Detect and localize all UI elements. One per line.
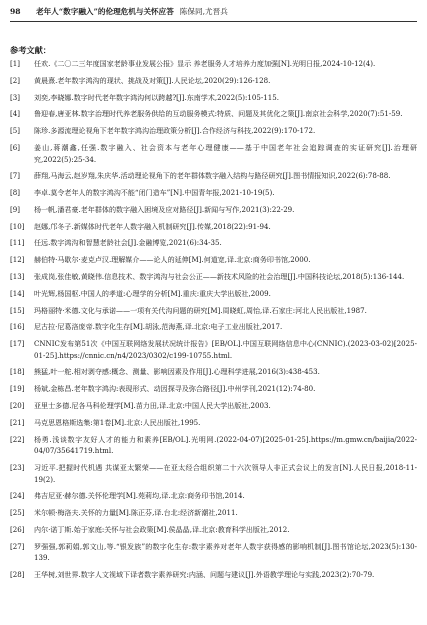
- reference-text: 马克思恩格斯选集:第1卷[M].北京:人民出版社,1995.: [34, 417, 201, 427]
- reference-item: [10, 75, 417, 87]
- reference-text: 叶光辉,杨国枢.中国人的孝道:心理学的分析[M].重庆:重庆大学出版社,2009.: [34, 288, 271, 298]
- reference-text: 薛翔,马海云,赵岁翔,朱庆华.活动理论视角下的老年群体数字融入结构与路径研究[J].图书情报知识,2022(6):78-88.: [34, 171, 391, 181]
- reference-number: [7]: [10, 171, 20, 181]
- reference-text: 赵娜,邝冬子.新媒体时代老年人数字融入机制研究[J].传媒,2018(22):91-94.: [34, 221, 271, 231]
- references-heading: 参考文献：: [10, 45, 51, 55]
- reference-number: [18]: [10, 367, 25, 377]
- reference-number: [24]: [10, 491, 25, 501]
- reference-number: [25]: [10, 508, 25, 518]
- reference-item: [10, 254, 417, 266]
- reference-number: [15]: [10, 305, 25, 315]
- reference-text: 杨斌,金栋昌.老年数字鸿沟:表现形式、动因探寻及弥合路径[J].中州学刊,2021(12):74-80.: [34, 384, 316, 394]
- reference-number: [14]: [10, 288, 25, 298]
- reference-item: [10, 462, 417, 485]
- reference-item: [10, 400, 417, 412]
- reference-number: [10]: [10, 221, 25, 231]
- reference-text: 李卓.莫令老年人的数字鸿沟不能“闭门造车”[N].中国青年报,2021-10-19(5).: [34, 188, 275, 198]
- reference-number: [8]: [10, 188, 20, 198]
- reference-item: [10, 142, 417, 165]
- reference-text: 姜山,蒋潮鑫,任强.数字融入、社会资本与老年心理健康——基于中国老年社会追踪调查的实证研究[J].治理研究,2022(5):25-34.: [34, 142, 417, 164]
- reference-text: 熊猛,叶一舵.相对剥夺感:概念、测量、影响因素及作用[J].心理科学进展,2016(3):438-453.: [34, 367, 320, 377]
- reference-text: 赫伯特·马歇尔·麦克卢汉.理解媒介——论人的延伸[M].何道宽,译.北京:商务印书馆,2000.: [34, 255, 311, 265]
- reference-text: 杨勇.浅谈数字友好人才的能力和素养[EB/OL].光明网.(2022-04-07)[2025-01-25].https://m.gmw.cn/baijia/2022-04/07/35641719.html.: [34, 434, 417, 456]
- reference-number: [21]: [10, 417, 25, 427]
- reference-item: [10, 170, 417, 182]
- reference-number: [28]: [10, 570, 25, 580]
- reference-text: 弗吉尼亚·赫尔德.关怀伦理学[M].苑莉均,译.北京:商务印书馆,2014.: [34, 491, 245, 501]
- reference-text: 黄晨熹.老年数字鸿沟的现状、挑战及对策[J].人民论坛,2020(29):126-128.: [34, 75, 271, 85]
- reference-item: [10, 490, 417, 502]
- reference-text: 亚里士多德.尼各马科伦理学[M].苗力田,译.北京:中国人民大学出版社,2003.: [34, 401, 271, 411]
- reference-text: 杨一帆,潘君豪.老年群体的数字融入困境及应对路径[J].新闻与写作,2021(3):22-29.: [34, 204, 295, 214]
- article-authors: 陈保同,尤晋兵: [179, 7, 228, 16]
- reference-item: [10, 92, 417, 104]
- reference-number: [3]: [10, 92, 20, 102]
- reference-text: 尼古拉·尼葛洛庞帝.数字化生存[M].胡泳,范海燕,译.北京:电子工业出版社,2017.: [34, 322, 283, 332]
- reference-item: [10, 58, 417, 70]
- reference-text: 玛格丽特·米德.文化与承诺——一项有关代沟问题的研究[M].周晓虹,周怡,译.石家庄:河北人民出版社,1987.: [34, 305, 367, 315]
- reference-item: [10, 366, 417, 378]
- reference-number: [1]: [10, 59, 20, 68]
- reference-item: [10, 507, 417, 519]
- reference-text: 刘奕,李晓娜.数字时代老年数字鸿沟何以跨越?[J].东南学术,2022(5):105-115.: [34, 92, 279, 102]
- reference-number: [26]: [10, 524, 25, 534]
- reference-number: [9]: [10, 204, 20, 214]
- reference-text: 习近平.把握时代机遇 共谋亚太繁荣——在亚太经合组织第二十六次领导人非正式会议上的发言[N].人民日报,2018-11-19(2).: [34, 462, 417, 484]
- reference-number: [22]: [10, 434, 25, 444]
- reference-item: [10, 417, 417, 429]
- reference-number: [17]: [10, 339, 25, 349]
- page-number: 98: [10, 7, 21, 16]
- reference-number: [11]: [10, 238, 25, 248]
- reference-number: [27]: [10, 541, 25, 551]
- reference-text: 王华树,刘世界.数字人文视域下译者数字素养研究:内涵、问题与建议[J].外语教学理论与实践,2023(2):70-79.: [34, 570, 375, 580]
- reference-number: [4]: [10, 109, 20, 119]
- reference-number: [12]: [10, 255, 25, 265]
- reference-item: [10, 108, 417, 120]
- reference-item: [10, 541, 417, 564]
- reference-text: 任远.数字鸿沟和智慧老龄社会[J].金融博览,2021(6):34-35.: [34, 238, 222, 248]
- reference-item: [10, 569, 417, 581]
- reference-text: 陈珍.多源流理论视角下老年数字鸿沟治理政策分析[J].合作经济与科技,2022(9):170-172.: [34, 126, 316, 136]
- running-header: [10, 5, 417, 19]
- article-title: 老年人“数字融入”的伦理危机与关怀应答: [36, 7, 174, 16]
- reference-text: 张成岗,张佳敏,黄晓伟.信息技术、数字鸿沟与社会公正——新技术风险的社会治理[J].中国科技论坛,2018(5):136-144.: [34, 271, 405, 281]
- reference-number: [20]: [10, 401, 25, 411]
- reference-item: [10, 434, 417, 457]
- reference-item: [10, 524, 417, 536]
- reference-text: 鲁迎春,唐亚林.数字治理时代养老服务供给的互动服务模式:特质、问题及其优化之策[J].南京社会科学,2020(7):51-59.: [34, 109, 403, 119]
- reference-item: [10, 305, 417, 317]
- reference-item: [10, 338, 417, 361]
- reference-number: [5]: [10, 126, 20, 136]
- reference-number: [23]: [10, 462, 25, 472]
- reference-item: [10, 383, 417, 395]
- reference-item: [10, 237, 417, 249]
- reference-number: [16]: [10, 322, 25, 332]
- reference-list: [10, 58, 417, 586]
- reference-item: [10, 187, 417, 199]
- reference-number: [13]: [10, 271, 25, 281]
- reference-text: 任欢.《二〇二三年度国家老龄事业发展公报》显示 养老服务人才培养力度加强[N].光明日报,2024-10-12(4).: [34, 59, 376, 68]
- reference-text: 米尔顿·梅洛夫.关怀的力量[M].陈正芬,译.台北:经济新潮社,2011.: [34, 508, 238, 518]
- reference-number: [19]: [10, 384, 25, 394]
- reference-item: [10, 321, 417, 333]
- reference-text: 内尔·诺丁斯.始于家庭:关怀与社会政策[M].侯晶晶,译.北京:教育科学出版社,2012.: [34, 524, 290, 534]
- reference-item: [10, 288, 417, 300]
- reference-item: [10, 221, 417, 233]
- header-rule: [10, 21, 417, 22]
- reference-text: 罗强强,郭莉娟,郭文山,等.“银发族”的数字化生存:数字素养对老年人数字获得感的影响机制[J].图书馆论坛,2023(5):130-139.: [34, 541, 417, 563]
- reference-item: [10, 204, 417, 216]
- reference-text: CNNIC发布第51次《中国互联网络发展状况统计报告》[EB/OL].中国互联网络信息中心(CNNIC).(2023-03-02)[2025-01-25].https://cnnic.cn/n4/2023/0302/c199-10755.html.: [34, 339, 417, 360]
- reference-item: [10, 271, 417, 283]
- reference-item: [10, 125, 417, 137]
- reference-number: [2]: [10, 75, 20, 85]
- reference-number: [6]: [10, 142, 20, 152]
